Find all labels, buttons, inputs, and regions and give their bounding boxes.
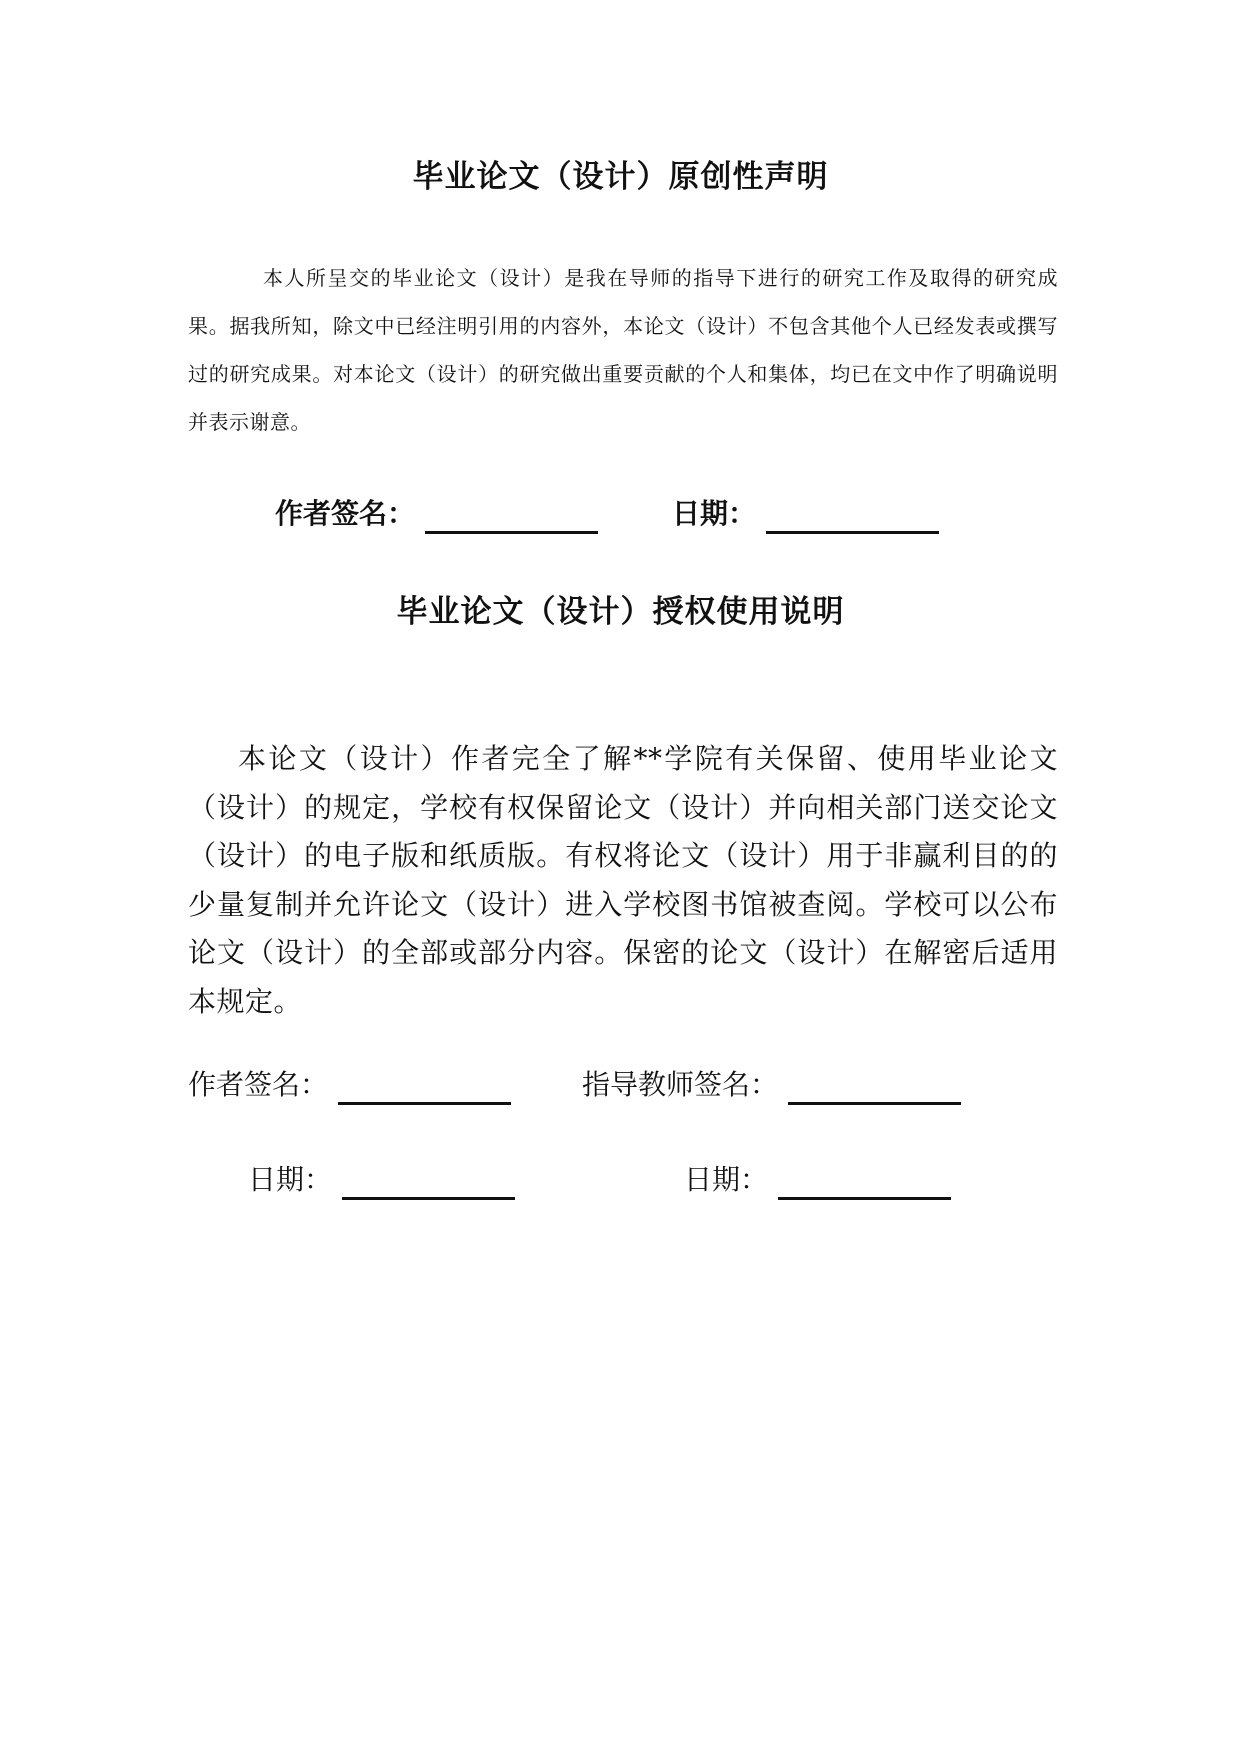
- date-blank[interactable]: [766, 497, 939, 534]
- date-label: 日期：: [248, 1163, 333, 1196]
- author-signature-blank[interactable]: [338, 1068, 511, 1105]
- authorization-advisor-signature: [582, 1065, 961, 1105]
- declaration-title: 毕业论文（设计）原创性声明: [412, 159, 829, 195]
- advisor-date-blank[interactable]: [778, 1163, 951, 1200]
- author-signature-label: 作者签名：: [188, 1068, 329, 1101]
- author-signature-label: 作者签名：: [275, 497, 416, 530]
- authorization-title: 毕业论文（设计）授权使用说明: [396, 594, 845, 630]
- authorization-advisor-date: [684, 1160, 951, 1200]
- advisor-signature-blank[interactable]: [788, 1068, 961, 1105]
- authorization-author-date: [248, 1160, 515, 1200]
- author-signature-blank[interactable]: [425, 497, 598, 534]
- declaration-date: [672, 494, 939, 534]
- advisor-signature-label: 指导教师签名：: [582, 1068, 779, 1101]
- date-label: 日期：: [684, 1163, 769, 1196]
- author-date-blank[interactable]: [342, 1163, 515, 1200]
- declaration-author-signature: [275, 494, 598, 534]
- authorization-body: 本论文（设计）作者完全了解**学院有关保留、使用毕业论文（设计）的规定，学校有权保留论文（设计）并向相关部门送交论文（设计）的电子版和纸质版。有权将论文（设计）用于非赢利目的的少量复制并允许论文（设计）进入学校图书馆被查阅。学校可以公布论文（设计）的全部或部分内容。保密的论文（设计）在解密后适用本规定。: [188, 742, 1058, 1018]
- authorization-author-signature: [188, 1065, 511, 1105]
- date-label: 日期：: [672, 497, 757, 530]
- declaration-body: 本人所呈交的毕业论文（设计）是我在导师的指导下进行的研究工作及取得的研究成果。据我所知，除文中已经注明引用的内容外，本论文（设计）不包含其他个人已经发表或撰写过的研究成果。对本论文（设计）的研究做出重要贡献的个人和集体，均已在文中作了明确说明并表示谢意。: [188, 266, 1058, 434]
